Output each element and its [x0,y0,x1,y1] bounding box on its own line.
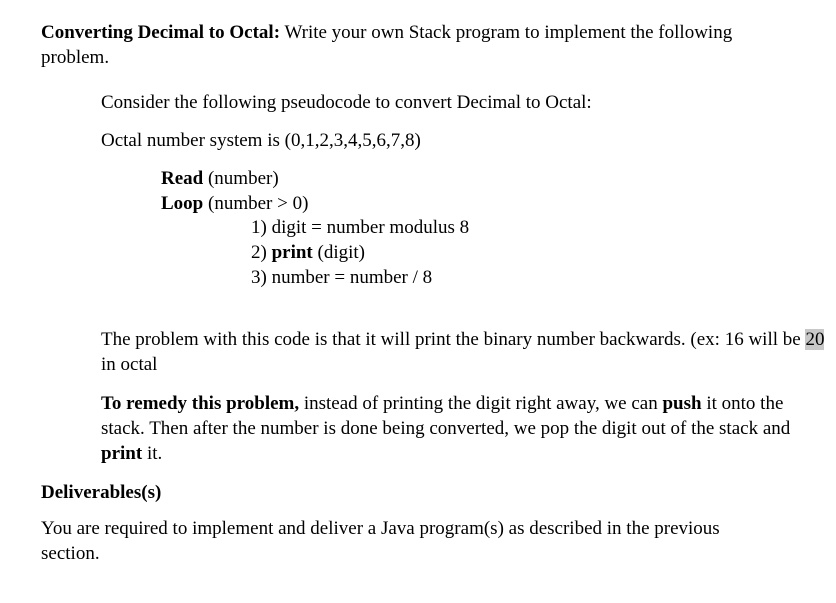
push-keyword: push [662,393,702,414]
read-arg: (number) [203,168,279,189]
problem-text: The problem with this code is that it will print the binary number backwards. (ex: 16 will be [101,329,806,350]
consider-text: Consider the following pseudocode to convert Decimal to Octal: [101,92,592,113]
loop-keyword: Loop [161,193,204,214]
pseudocode-step-1: 1) digit = number modulus 8 [251,217,470,238]
section-heading: Converting Decimal to Octal: [41,22,281,43]
print-keyword-2: print [101,443,143,464]
remedy-text-2: it onto the stack. Then after the number is done being converted, we pop the digit out of the stack and [101,393,791,439]
remedy-paragraph [101,391,801,466]
deliverables-heading-text: Deliverables(s) [41,482,162,503]
highlighted-value: 20 [805,329,825,350]
pseudocode-read-line [161,166,279,191]
remedy-text-3: it. [142,443,163,464]
intro-paragraph [41,20,801,70]
deliverables-heading [41,480,161,505]
read-keyword: Read [161,168,204,189]
step2-arg: (digit) [312,242,366,263]
problem-text-end: in octal [101,354,158,375]
step2-number: 2) [251,242,272,263]
print-keyword: print [271,242,313,263]
octal-system-text: Octal number system is (0,1,2,3,4,5,6,7,8) [101,130,421,151]
remedy-lead: To remedy this problem, [101,393,300,414]
intro-text: Write your own Stack program to implement the following problem. [41,22,733,68]
pseudocode-loop-line [161,191,308,216]
loop-condition: (number > 0) [203,193,309,214]
pseudocode-step-3: 3) number = number / 8 [251,267,433,288]
pseudocode-step-2 [251,240,365,265]
remedy-text-1: instead of printing the digit right away, we can [299,393,663,414]
problem-paragraph [101,327,826,377]
deliverables-text: You are required to implement and deliver a Java program(s) as described in the previous section. [41,518,720,564]
